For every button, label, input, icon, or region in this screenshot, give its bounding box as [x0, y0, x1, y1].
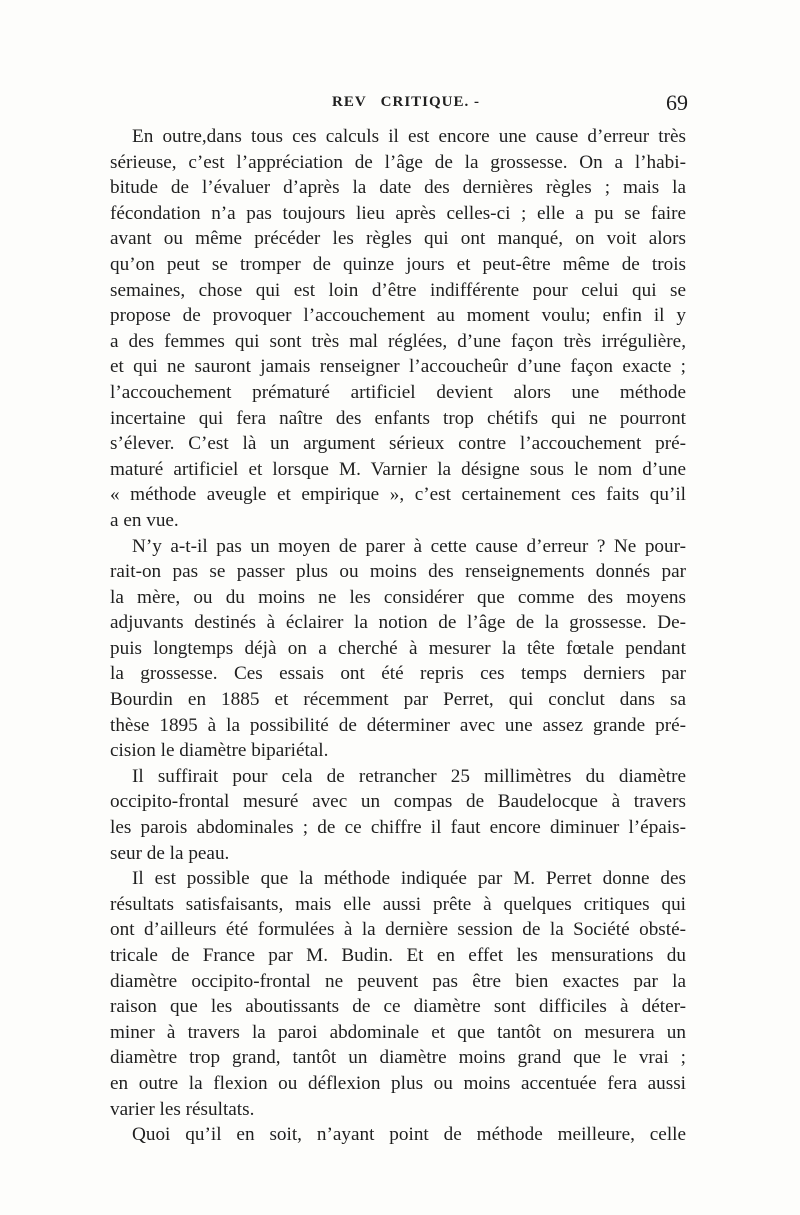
running-title: REV CRITIQUE. -: [332, 94, 480, 110]
text-line: fécondation n’a pas toujours lieu après celles-ci ; elle a pu se faire: [110, 202, 686, 224]
text-line: qu’on peut se tromper de quinze jours et peut-être même de trois: [110, 253, 686, 275]
text-line: avant ou même précéder les règles qui ont manqué, on voit alors: [110, 228, 686, 250]
text-line: cision le diamètre bipariétal.: [110, 740, 329, 762]
text-line: Quoi qu’il en soit, n’ayant point de méthode meilleure, celle: [132, 1124, 686, 1146]
text-line: a des femmes qui sont très mal réglées, d’une façon très irrégulière,: [110, 330, 686, 352]
text-line: la grossesse. Ces essais ont été repris ces temps derniers par: [110, 663, 686, 685]
text-line: bitude de l’évaluer d’après la date des dernières règles ; mais la: [110, 177, 686, 199]
text-line: maturé artificiel et lorsque M. Varnier la désigne sous le nom d’une: [110, 458, 686, 480]
text-line: résultats satisfaisants, mais elle aussi prête à quelques critiques qui: [110, 893, 686, 915]
text-line: Il est possible que la méthode indiquée par M. Perret donne des: [132, 868, 686, 890]
running-header: [110, 92, 688, 116]
text-line: l’accouchement prématuré artificiel devient alors une méthode: [110, 381, 686, 403]
text-line: raison que les aboutissants de ce diamètre sont difficiles à déter-: [110, 996, 686, 1018]
text-line: en outre la flexion ou déflexion plus ou moins accentuée fera aussi: [110, 1072, 686, 1094]
text-line: s’élever. C’est là un argument sérieux contre l’accouchement pré-: [110, 433, 686, 455]
body-text: [110, 124, 686, 1148]
text-line: seur de la peau.: [110, 842, 230, 864]
text-line: Il suffirait pour cela de retrancher 25 millimètres du diamètre: [132, 765, 686, 787]
text-line: la mère, ou du moins ne les considérer que comme des moyens: [110, 586, 686, 608]
text-line: et qui ne sauront jamais renseigner l’accoucheûr d’une façon exacte ;: [110, 356, 686, 378]
text-line: En outre,dans tous ces calculs il est encore une cause d’erreur très: [132, 126, 686, 147]
text-line: les parois abdominales ; de ce chiffre il faut encore diminuer l’épais-: [110, 817, 686, 839]
page-number: 69: [666, 90, 688, 115]
text-line: tricale de France par M. Budin. Et en effet les mensurations du: [110, 945, 686, 966]
text-line: rait-on pas se passer plus ou moins des renseignements donnés par: [110, 561, 686, 583]
text-line: ont d’ailleurs été formulées à la dernière session de la Société obsté-: [110, 919, 686, 941]
text-line: N’y a-t-il pas un moyen de parer à cette cause d’erreur ? Ne pour-: [132, 535, 686, 557]
text-line: incertaine qui fera naître des enfants trop chétifs qui ne pourront: [110, 407, 686, 429]
text-line: miner à travers la paroi abdominale et que tantôt on mesurera un: [110, 1021, 686, 1043]
text-line: Bourdin en 1885 et récemment par Perret, qui conclut dans sa: [110, 689, 686, 711]
text-line: thèse 1895 à la possibilité de déterminer avec une assez grande pré-: [110, 714, 686, 736]
text-line: varier les résultats.: [110, 1098, 255, 1120]
text-line: « méthode aveugle et empirique », c’est certainement ces faits qu’il: [110, 484, 686, 506]
text-line: diamètre trop grand, tantôt un diamètre moins grand que le vrai ;: [110, 1047, 686, 1069]
text-line: propose de provoquer l’accouchement au moment voulu; enfin il y: [110, 305, 686, 327]
text-line: sérieuse, c’est l’appréciation de l’âge de la grossesse. On a l’habi-: [110, 151, 686, 173]
text-line: occipito-frontal mesuré avec un compas de Baudelocque à travers: [110, 791, 686, 813]
text-line: diamètre occipito-frontal ne peuvent pas être bien exactes par la: [110, 970, 686, 992]
text-line: semaines, chose qui est loin d’être indifférente pour celui qui se: [110, 279, 686, 301]
text-line: a en vue.: [110, 509, 179, 531]
text-line: puis longtemps déjà on a cherché à mesurer la tête fœtale pendant: [110, 637, 686, 659]
text-line: adjuvants destinés à éclairer la notion de l’âge de la grossesse. De-: [110, 612, 686, 634]
